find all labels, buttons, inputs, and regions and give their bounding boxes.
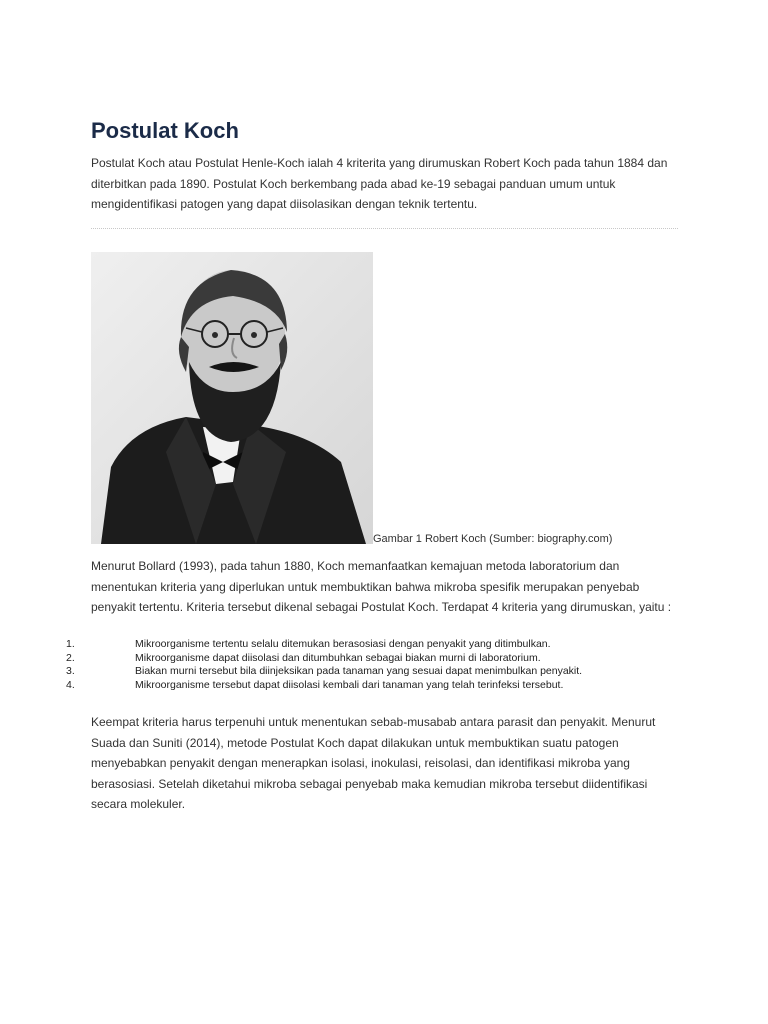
robert-koch-portrait [91,252,373,544]
closing-line: Keempat kriteria harus terpenuhi untuk menentukan sebab-musabab antara parasit dan penyakit. Menurut [91,715,656,729]
body-line: Menurut Bollard (1993), pada tahun 1880, Koch memanfaatkan kemajuan metoda laboratorium dan [91,559,620,573]
section-divider [91,228,678,229]
list-item-number: 2. [66,651,75,664]
intro-paragraph [91,153,691,215]
intro-line: diterbitkan pada 1890. Postulat Koch berkembang pada abad ke-19 sebagai panduan umum untuk [91,176,616,191]
closing-paragraph [91,712,691,815]
list-item-number: 3. [66,665,75,677]
page-title: Postulat Koch [91,118,239,143]
closing-line: berasosiasi. Setelah diketahui mikroba sebagai penyebab maka kemudian mikroba tersebut diidentifikasi [91,776,648,791]
list-item-text: Mikroorganisme tertentu selalu ditemukan berasosiasi dengan penyakit yang ditimbulkan. [135,638,551,650]
list-item-number: 4. [66,678,75,691]
list-item-text: Mikroorganisme dapat diisolasi dan ditumbuhkan sebagai biakan murni di laboratorium. [135,651,541,664]
body-line: penyakit tertentu. Kriteria tersebut dikenal sebagai Postulat Koch. Terdapat 4 kriteria yang dirumuskan, yaitu : [91,600,672,614]
list-item-number: 1. [66,638,75,650]
closing-line: secara molekuler. [91,797,186,811]
closing-line: menyebabkan penyakit dengan menerapkan isolasi, inokulasi, reisolasi, dan identifikasi mikroba yang [91,756,630,770]
figure-caption: Gambar 1 Robert Koch (Sumber: biography.com) [373,533,613,545]
intro-line: Postulat Koch atau Postulat Henle-Koch ialah 4 kriterita yang dirumuskan Robert Koch pada tahun 1884 dan [91,156,668,170]
body-paragraph [91,556,691,618]
list-item-text: Biakan murni tersebut bila diinjeksikan pada tanaman yang sesuai dapat menimbulkan penyakit. [135,665,583,677]
body-line: menentukan kriteria yang diperlukan untuk membuktikan bahwa mikroba spesifik merupakan penyebab [91,579,640,594]
closing-line: Suada dan Suniti (2014), metode Postulat Koch dapat dilakukan untuk membuktikan suatu patogen [91,735,619,750]
portrait-illustration [91,252,373,544]
intro-line: mengidentifikasi patogen yang dapat diisolasikan dengan teknik tertentu. [91,197,478,211]
list-item-text: Mikroorganisme tersebut dapat diisolasi kembali dari tanaman yang telah terinfeksi tersebut. [135,678,564,691]
